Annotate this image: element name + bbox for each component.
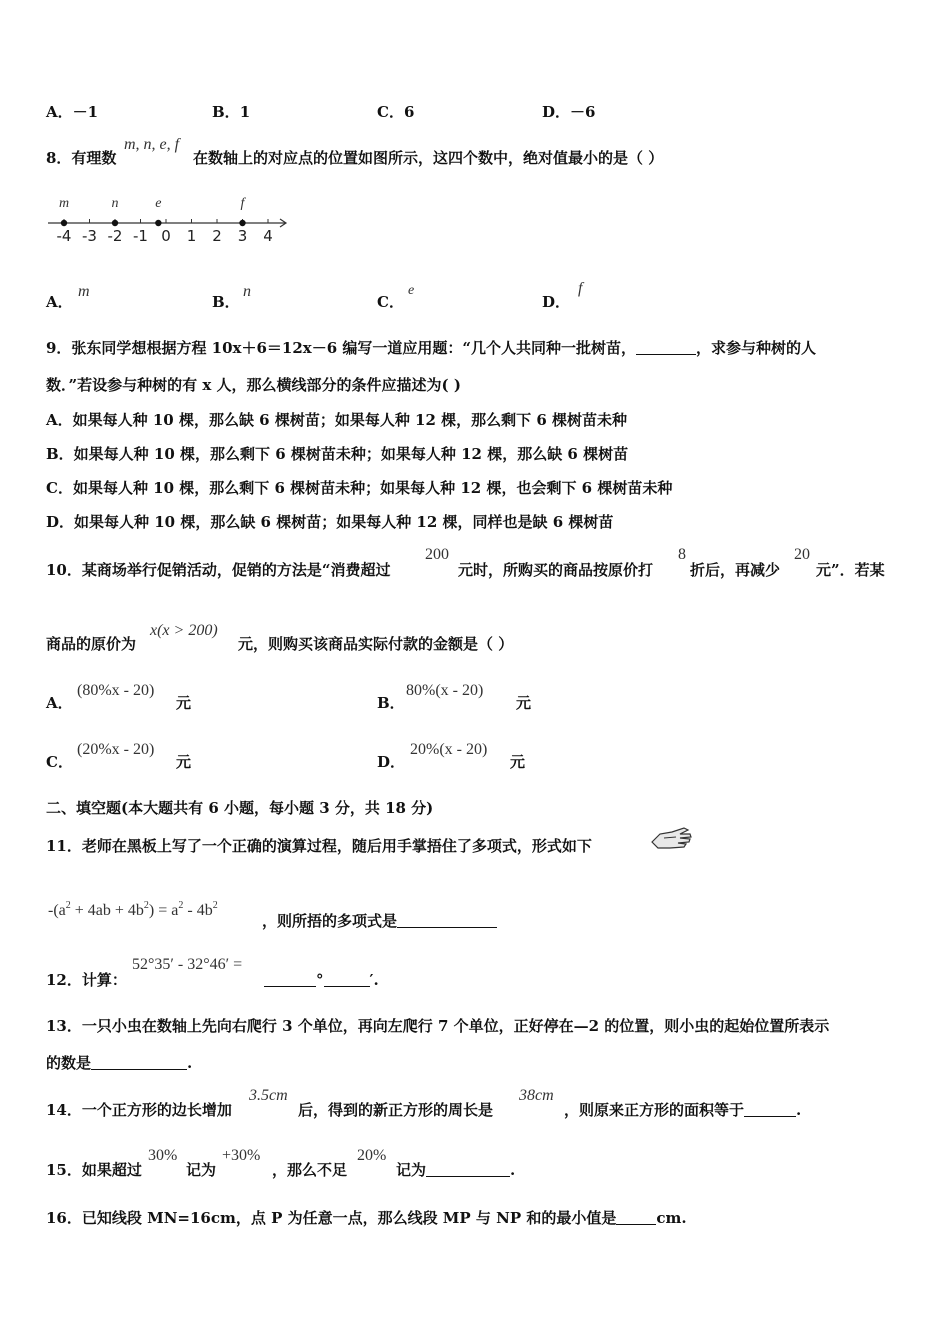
- q10-option-a-label: A．: [46, 694, 73, 712]
- q7-option-c: C．6: [377, 103, 415, 121]
- q14-value2: 38cm: [519, 1087, 554, 1104]
- q16-text: 16．已知线段 MN=16cm，点 P 为任意一点，那么线段 MP 与 NP 和的最小值是 cm.: [46, 1209, 687, 1227]
- number-line-tick-label: 1: [186, 227, 197, 245]
- number-line-tick-label: -2: [107, 227, 123, 245]
- q8-option-b: B．: [212, 293, 240, 311]
- q10-option-c-label: C．: [46, 753, 73, 771]
- q10-option-a: (80%x - 20): [77, 682, 155, 699]
- q10-option-c-unit: 元: [176, 753, 192, 771]
- q10-value-8: 8: [678, 546, 686, 563]
- hand-icon: [650, 822, 694, 852]
- q11-expression: $-(a^2 + 4ab + 4b^2) = a^2 - 4b^2$: [48, 900, 218, 919]
- number-line-point-label: n: [111, 196, 119, 211]
- number-line-tick-label: -4: [56, 227, 72, 245]
- number-line-tick-label: -1: [133, 227, 148, 245]
- number-line-point-label: m: [58, 196, 70, 211]
- q10-value-20: 20: [794, 546, 810, 563]
- q9-option-d: D．如果每人种 10 棵，那么缺 6 棵树苗；如果每人种 12 棵，同样也是缺 6 棵树苗: [46, 513, 614, 531]
- q15-value3: 20%: [357, 1147, 387, 1164]
- q10-line2-a: 商品的原价为: [46, 635, 137, 653]
- q13-line1: 13．一只小虫在数轴上先向右爬行 3 个单位，再向左爬行 7 个单位，正好停在—2 的位置，则小虫的起始位置所表示: [46, 1017, 830, 1035]
- q10-condition: x(x > 200): [150, 622, 218, 639]
- q14-part3: ，则原来正方形的面积等于 .: [564, 1101, 802, 1119]
- q8-option-d-value: f: [578, 280, 583, 297]
- q10-part3: 折后，再减少: [690, 561, 781, 579]
- q11-after: ，则所捂的多项式是: [262, 911, 497, 931]
- number-line-point-label: f: [240, 196, 245, 211]
- q7-option-a: A．－1: [46, 103, 99, 121]
- q15-value1: 30%: [148, 1147, 178, 1164]
- number-line: [44, 192, 294, 248]
- q8-option-a-value: m: [78, 283, 90, 300]
- number-line-point-e: [155, 220, 161, 226]
- q15-part1: 15．如果超过: [46, 1161, 142, 1179]
- q10-option-b-label: B．: [377, 694, 405, 712]
- q8-option-a: A．: [46, 293, 73, 311]
- number-line-point-m: [61, 220, 67, 226]
- q9-line2: 数．”若设参与种树的有 x 人，那么横线部分的条件应描述为( ): [46, 376, 461, 394]
- q10-option-b-unit: 元: [516, 694, 532, 712]
- q10-part1: 10．某商场举行促销活动，促销的方法是“消费超过: [46, 561, 391, 579]
- number-line-tick-label: 0: [161, 227, 171, 245]
- q11-text: 11．老师在黑板上写了一个正确的演算过程，随后用手掌捂住了多项式，形式如下: [46, 837, 592, 855]
- q10-part4: 元”．若某: [816, 561, 885, 579]
- number-line-tick-label: 3: [237, 227, 248, 245]
- q9-option-a: A．如果每人种 10 棵，那么缺 6 棵树苗；如果每人种 12 棵，那么剩下 6 棵树苗未种: [46, 411, 628, 429]
- q10-option-d-label: D．: [377, 753, 406, 771]
- q10-option-d-unit: 元: [510, 753, 526, 771]
- number-line-tick-label: 4: [263, 227, 273, 245]
- number-line-tick-label: 2: [212, 227, 222, 245]
- q12-expression: 52°35′ - 32°46′ =: [132, 956, 243, 973]
- q8-option-d: D．: [542, 293, 571, 311]
- q7-option-d: D．－6: [542, 103, 596, 121]
- q9-line1: 9．张东同学想根据方程 10x＋6＝12x－6 编写一道应用题：“几个人共同种一批树苗， ，求参与种树的人: [46, 339, 817, 357]
- number-line-point-f: [239, 220, 245, 226]
- q14-part2: 后，得到的新正方形的周长是: [298, 1101, 494, 1119]
- section-title: 二、填空题(本大题共有 6 小题，每小题 3 分，共 18 分): [46, 799, 434, 817]
- q10-option-a-unit: 元: [176, 694, 192, 712]
- number-line-axis: [48, 219, 286, 227]
- number-line-point-n: [112, 220, 118, 226]
- q10-part2: 元时，所购买的商品按原价打: [458, 561, 654, 579]
- q8-prefix: 8．有理数: [46, 149, 117, 167]
- q7-option-b: B．1: [212, 103, 251, 121]
- q8-option-b-value: n: [243, 283, 251, 300]
- number-line-tick-label: -3: [82, 227, 97, 245]
- q14-part1: 14．一个正方形的边长增加: [46, 1101, 232, 1119]
- q10-value-200: 200: [425, 546, 449, 563]
- q15-value2: +30%: [222, 1147, 261, 1164]
- q10-option-d: 20%(x - 20): [410, 741, 488, 758]
- q10-line2-b: 元，则购买该商品实际付款的金额是（ ）: [238, 635, 514, 653]
- q15-part3: ，那么不足: [272, 1161, 348, 1179]
- q12-label: 12．计算：: [46, 971, 127, 989]
- q10-option-b: 80%(x - 20): [406, 682, 484, 699]
- q15-part2: 记为: [186, 1161, 217, 1179]
- q9-option-b: B．如果每人种 10 棵，那么剩下 6 棵树苗未种；如果每人种 12 棵，那么缺 6 棵树苗: [46, 445, 629, 463]
- q13-line2: 的数是 .: [46, 1054, 193, 1072]
- q9-option-c: C．如果每人种 10 棵，那么剩下 6 棵树苗未种；如果每人种 12 棵，也会剩下 6 棵树苗未种: [46, 479, 673, 497]
- q8-option-c: C．: [377, 293, 404, 311]
- q8-question: 在数轴上的对应点的位置如图所示，这四个数中，绝对值最小的是（ ）: [193, 149, 664, 167]
- q10-option-c: (20%x - 20): [77, 741, 155, 758]
- q12-answer: ° ′.: [264, 970, 379, 990]
- number-line-point-label: e: [155, 196, 162, 211]
- q14-value1: 3.5cm: [249, 1087, 288, 1104]
- q8-option-c-value: e: [408, 283, 415, 298]
- q15-part4: 记为 .: [396, 1161, 516, 1179]
- q8-vars: m, n, e, f: [124, 136, 180, 153]
